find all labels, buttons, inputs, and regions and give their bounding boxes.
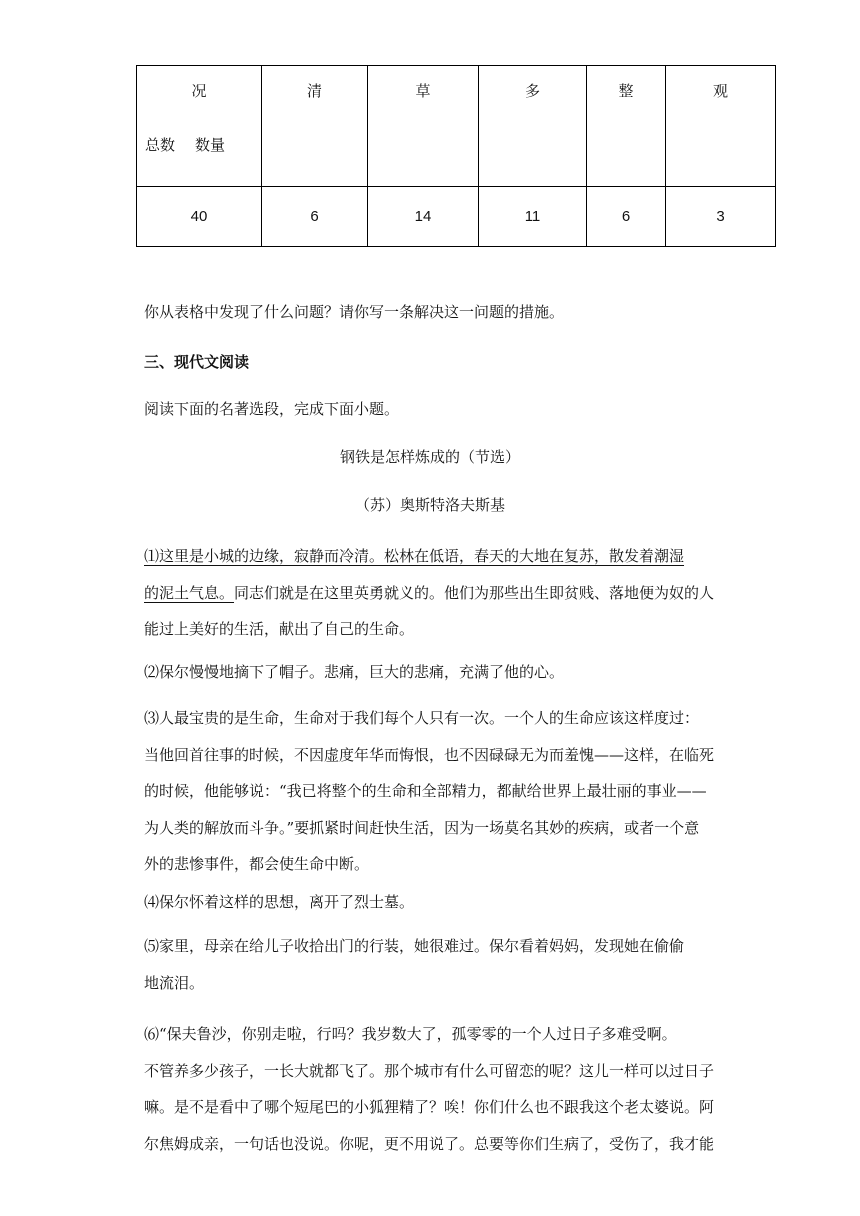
table-header-cell: 清 <box>262 66 368 187</box>
table-cell: 3 <box>666 187 776 247</box>
diagonal-header-cell <box>137 66 262 187</box>
table-header-cell: 观 <box>666 66 776 187</box>
table-header-cell: 草 <box>368 66 479 187</box>
question-text: 你从表格中发现了什么问题？请你写一条解决这一问题的措施。 <box>144 303 565 321</box>
paragraph-line: 当他回首往事的时候，不因虚度年华而悔恨，也不因碌碌无为而羞愧——这样，在临死 <box>144 745 715 764</box>
paragraph-6 <box>144 1016 719 1162</box>
article-author: （苏）奥斯特洛夫斯基 <box>354 496 505 514</box>
paragraph-2 <box>144 654 719 691</box>
paragraph-line: 地流泪。 <box>144 973 205 992</box>
paragraph-line: ⑸家里，母亲在给儿子收拾出门的行装，她很难过。保尔看着妈妈，发现她在偷偷 <box>144 937 685 955</box>
table-header-cell: 多 <box>479 66 587 187</box>
paragraph-line: 不管养多少孩子，一长大就都飞了。那个城市有什么可留恋的呢？这儿一样可以过日子 <box>144 1061 715 1080</box>
paragraph-line: 的时候，他能够说：“我已将整个的生命和全部精力，都献给世界上最壮丽的事业—— <box>144 782 707 800</box>
header-quantity-label: 数量 <box>195 136 226 154</box>
survey-table <box>136 65 776 247</box>
paragraph-line: ⑶人最宝贵的是生命，生命对于我们每个人只有一次。一个人的生命应该这样度过： <box>144 709 700 727</box>
paragraph-text: 同志们就是在这里英勇就义的。他们为那些出生即贫贱、落地便为奴的人 <box>234 583 715 602</box>
paragraph-text: 能过上美好的生活，献出了自己的生命。 <box>144 620 415 638</box>
table-cell: 40 <box>137 187 262 247</box>
paragraph-line: ⑹“保夫鲁沙，你别走啦，行吗？我岁数大了，孤零零的一个人过日子多难受啊。 <box>144 1025 677 1043</box>
paragraph-line: 为人类的解放而斗争。”要抓紧时间赶快生活，因为一场莫名其妙的疾病，或者一个意 <box>144 818 700 837</box>
table-header-row <box>137 66 776 187</box>
paragraph-text: ⑵保尔慢慢地摘下了帽子。悲痛，巨大的悲痛，充满了他的心。 <box>144 663 565 681</box>
table-cell: 14 <box>368 187 479 247</box>
table-header-cell: 整 <box>587 66 666 187</box>
header-total-label: 总数 <box>145 136 176 154</box>
header-fragment: 况 <box>191 82 207 100</box>
paragraph-line: 外的悲惨事件，都会使生命中断。 <box>144 855 370 873</box>
section-heading: 三、现代文阅读 <box>144 353 250 371</box>
underlined-sentence: ⑴这里是小城的边缘，寂静而冷清。松林在低语，春天的大地在复苏，散发着潮湿 <box>144 547 685 565</box>
table-cell: 11 <box>479 187 587 247</box>
table-cell: 6 <box>262 187 368 247</box>
paragraph-5 <box>144 928 719 1001</box>
paragraph-line: 尔焦姆成亲，一句话也没说。你呢，更不用说了。总要等你们生病了，受伤了，我才能 <box>144 1134 715 1153</box>
paragraph-line: 嘛。是不是看中了哪个短尾巴的小狐狸精了？唉！你们什么也不跟我这个老太婆说。阿 <box>144 1098 715 1116</box>
underlined-sentence: 的泥土气息。 <box>144 583 235 602</box>
paragraph-4 <box>144 884 719 921</box>
table-row <box>137 187 776 247</box>
paragraph-text: ⑷保尔怀着这样的思想，离开了烈士墓。 <box>144 893 415 911</box>
paragraph-1 <box>144 538 719 648</box>
article-title: 钢铁是怎样炼成的（节选） <box>339 448 520 466</box>
table-cell: 6 <box>587 187 666 247</box>
paragraph-3 <box>144 700 719 883</box>
reading-instruction: 阅读下面的名著选段，完成下面小题。 <box>144 400 400 418</box>
